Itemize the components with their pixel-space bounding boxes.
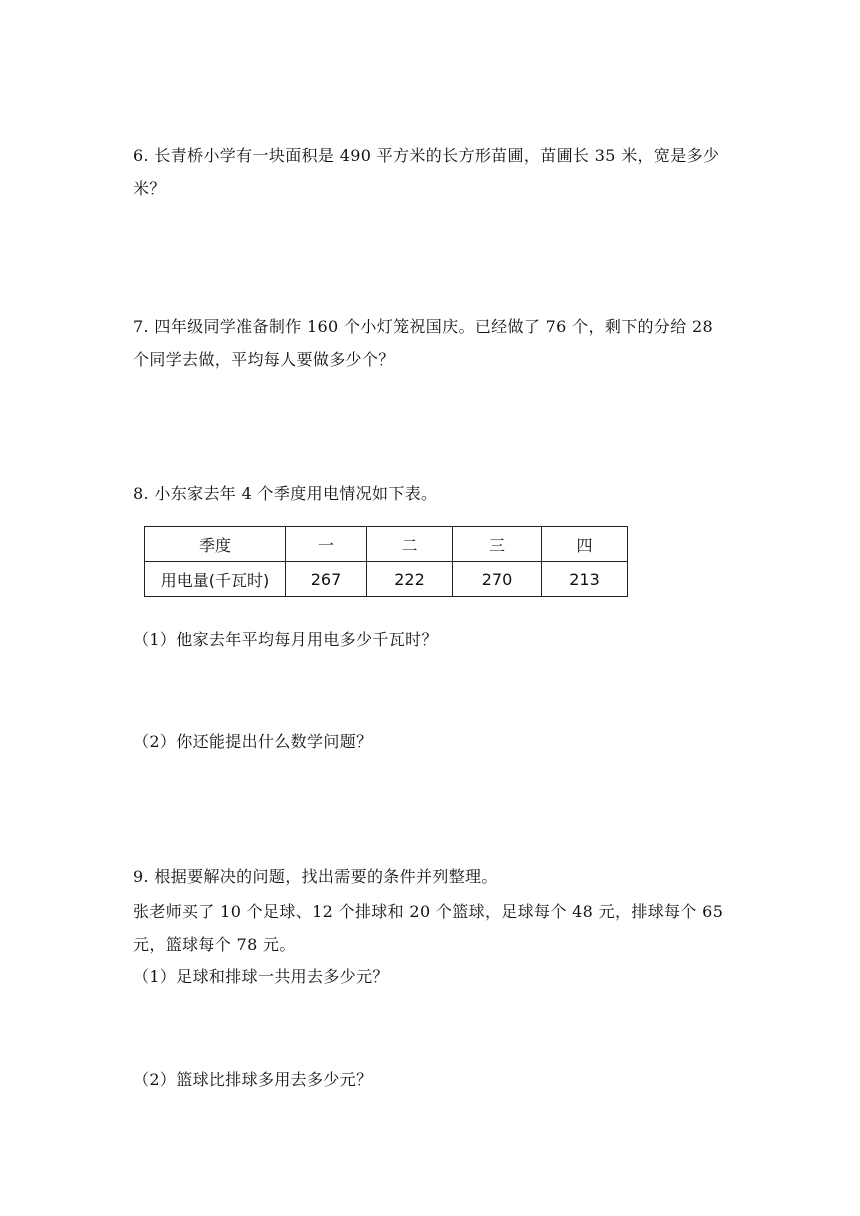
table-cell: 267 xyxy=(286,562,367,597)
q7-line-1: 7. 四年级同学准备制作 160 个小灯笼祝国庆。已经做了 76 个，剩下的分给 28 xyxy=(133,317,714,336)
q8-stem: 8. 小东家去年 4 个季度用电情况如下表。 xyxy=(133,484,438,503)
q9-sub-question-1: （1）足球和排球一共用去多少元？ xyxy=(133,967,389,986)
table-cell: 用电量(千瓦时) xyxy=(145,562,286,597)
q7-line-2: 个同学去做，平均每人要做多少个？ xyxy=(133,350,395,369)
q8-sub-question-2: （2）你还能提出什么数学问题？ xyxy=(133,732,373,751)
electricity-usage-table xyxy=(144,526,628,597)
table-header-cell: 二 xyxy=(367,527,453,562)
table-cell: 270 xyxy=(453,562,542,597)
q8-sub-question-1: （1）他家去年平均每月用电多少千瓦时？ xyxy=(133,630,438,649)
table-cell: 222 xyxy=(367,562,453,597)
table-row xyxy=(145,562,628,597)
q6-line-2: 米？ xyxy=(133,179,166,198)
q9-sub-question-2: （2）篮球比排球多用去多少元？ xyxy=(133,1070,373,1089)
q9-stem: 9. 根据要解决的问题，找出需要的条件并列整理。 xyxy=(133,867,498,886)
table-header-row xyxy=(145,527,628,562)
table-header-cell: 一 xyxy=(286,527,367,562)
table-header-cell: 三 xyxy=(453,527,542,562)
table-header-cell: 四 xyxy=(542,527,628,562)
q9-line-3: 元，篮球每个 78 元。 xyxy=(133,935,296,954)
table-cell: 213 xyxy=(542,562,628,597)
q6-line-1: 6. 长青桥小学有一块面积是 490 平方米的长方形苗圃，苗圃长 35 米，宽是多少 xyxy=(133,146,720,165)
table-header-cell: 季度 xyxy=(145,527,286,562)
q9-line-2: 张老师买了 10 个足球、12 个排球和 20 个篮球，足球每个 48 元，排球每个 65 xyxy=(133,902,724,921)
